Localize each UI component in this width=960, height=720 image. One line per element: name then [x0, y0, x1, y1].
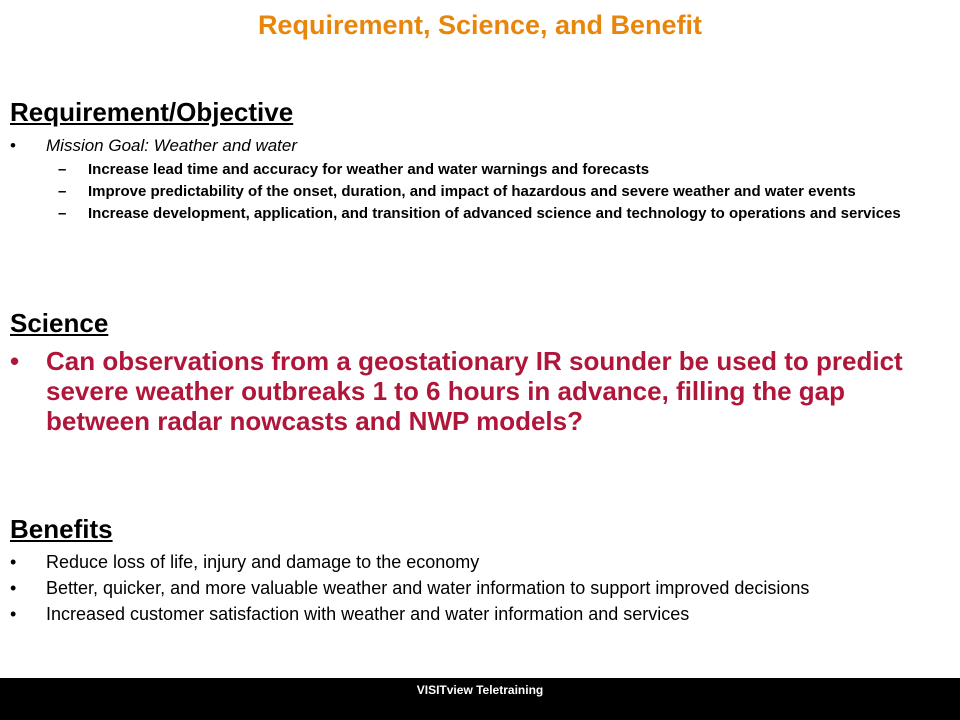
- dash-icon: –: [58, 161, 67, 178]
- mission-goal-bullet: [8, 136, 948, 156]
- requirement-list: [8, 136, 948, 222]
- bullet-icon: •: [10, 578, 17, 598]
- benefit-item: [8, 605, 948, 624]
- benefit-item: [8, 553, 948, 572]
- benefit-text: Reduce loss of life, injury and damage to the economy: [46, 552, 480, 572]
- sub-item: [58, 161, 918, 178]
- sub-item-text: Improve predictability of the onset, duration, and impact of hazardous and severe weather and water events: [88, 183, 856, 200]
- sub-item-text: Increase development, application, and transition of advanced science and technology to operations and services: [88, 205, 901, 222]
- footer-bar: [0, 678, 960, 720]
- benefit-text: Better, quicker, and more valuable weather and water information to support improved decisions: [46, 578, 810, 598]
- science-list: [8, 346, 953, 436]
- sub-item-text: Increase lead time and accuracy for weather and water warnings and forecasts: [88, 161, 650, 178]
- science-question-text: Can observations from a geostationary IR sounder be used to predict severe weather outbreaks 1 to 6 hours in advance, filling the gap between radar nowcasts and NWP models?: [46, 346, 903, 436]
- dash-icon: –: [58, 205, 67, 222]
- bullet-icon: •: [10, 552, 17, 572]
- science-question: [8, 346, 953, 436]
- benefit-text: Increased customer satisfaction with weather and water information and services: [46, 604, 690, 624]
- sub-item: [58, 205, 918, 222]
- benefits-heading: Benefits: [10, 514, 113, 544]
- benefit-item: [8, 579, 948, 598]
- dash-icon: –: [58, 183, 67, 200]
- bullet-icon: •: [10, 346, 20, 376]
- benefits-list: [8, 553, 948, 631]
- slide-title: Requirement, Science, and Benefit: [257, 10, 703, 40]
- bullet-icon: •: [10, 136, 16, 155]
- bullet-icon: •: [10, 604, 17, 624]
- sub-item: [58, 183, 918, 200]
- requirement-heading: Requirement/Objective: [10, 97, 294, 127]
- science-heading: Science: [10, 308, 109, 338]
- mission-goal-text: Mission Goal: Weather and water: [46, 136, 298, 155]
- footer-text: VISITview Teletraining: [416, 683, 544, 697]
